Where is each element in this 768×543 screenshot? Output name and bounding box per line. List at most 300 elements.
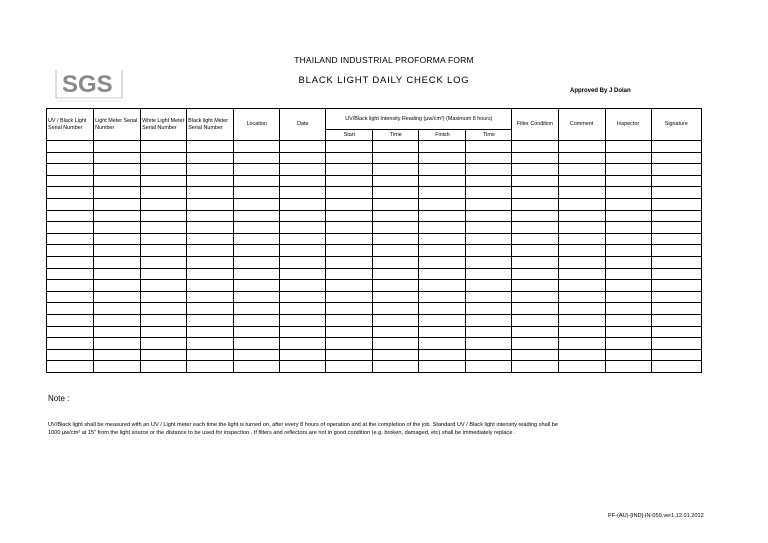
table-cell[interactable] <box>605 361 651 373</box>
table-row <box>47 152 702 164</box>
table-cell[interactable] <box>466 291 512 303</box>
table-cell[interactable] <box>605 152 651 164</box>
table-cell[interactable] <box>419 175 466 187</box>
table-cell[interactable] <box>47 198 94 210</box>
table-cell[interactable] <box>234 280 280 292</box>
table-cell[interactable] <box>187 256 234 268</box>
table-cell[interactable] <box>326 314 373 326</box>
table-cell[interactable] <box>47 222 94 234</box>
table-cell[interactable] <box>280 280 326 292</box>
table-cell[interactable] <box>466 187 512 199</box>
table-cell[interactable] <box>187 187 234 199</box>
table-cell[interactable] <box>373 291 419 303</box>
table-cell[interactable] <box>326 222 373 234</box>
table-cell[interactable] <box>280 141 326 153</box>
table-cell[interactable] <box>558 198 605 210</box>
table-cell[interactable] <box>558 175 605 187</box>
table-cell[interactable] <box>373 349 419 361</box>
table-cell[interactable] <box>419 245 466 257</box>
table-cell[interactable] <box>512 210 558 222</box>
table-cell[interactable] <box>280 303 326 315</box>
table-cell[interactable] <box>47 303 94 315</box>
table-cell[interactable] <box>466 256 512 268</box>
table-cell[interactable] <box>651 210 701 222</box>
table-cell[interactable] <box>280 338 326 350</box>
subcol-start-time: Time <box>373 130 419 141</box>
table-row <box>47 245 702 257</box>
table-cell[interactable] <box>280 326 326 338</box>
table-cell[interactable] <box>373 245 419 257</box>
table-cell[interactable] <box>651 280 701 292</box>
table-cell[interactable] <box>187 152 234 164</box>
table-cell[interactable] <box>558 256 605 268</box>
table-cell[interactable] <box>326 326 373 338</box>
table-cell[interactable] <box>419 303 466 315</box>
table-cell[interactable] <box>373 222 419 234</box>
table-cell[interactable] <box>373 326 419 338</box>
table-cell[interactable] <box>651 141 701 153</box>
table-cell[interactable] <box>419 222 466 234</box>
table-cell[interactable] <box>373 164 419 176</box>
table-cell[interactable] <box>234 291 280 303</box>
table-cell[interactable] <box>605 326 651 338</box>
table-cell[interactable] <box>141 256 187 268</box>
table-cell[interactable] <box>141 152 187 164</box>
table-cell[interactable] <box>558 338 605 350</box>
table-cell[interactable] <box>373 338 419 350</box>
table-cell[interactable] <box>466 326 512 338</box>
table-cell[interactable] <box>651 222 701 234</box>
table-cell[interactable] <box>466 338 512 350</box>
table-cell[interactable] <box>512 256 558 268</box>
table-cell[interactable] <box>94 222 141 234</box>
table-cell[interactable] <box>94 233 141 245</box>
table-cell[interactable] <box>47 256 94 268</box>
table-cell[interactable] <box>326 361 373 373</box>
table-cell[interactable] <box>373 314 419 326</box>
table-cell[interactable] <box>651 198 701 210</box>
table-cell[interactable] <box>94 361 141 373</box>
table-cell[interactable] <box>605 233 651 245</box>
table-cell[interactable] <box>558 280 605 292</box>
table-cell[interactable] <box>605 349 651 361</box>
table-cell[interactable] <box>558 222 605 234</box>
table-cell[interactable] <box>94 303 141 315</box>
table-cell[interactable] <box>187 222 234 234</box>
table-cell[interactable] <box>234 256 280 268</box>
table-cell[interactable] <box>326 245 373 257</box>
table-cell[interactable] <box>141 210 187 222</box>
table-row <box>47 303 702 315</box>
table-cell[interactable] <box>558 164 605 176</box>
table-cell[interactable] <box>141 280 187 292</box>
table-cell[interactable] <box>280 198 326 210</box>
table-cell[interactable] <box>280 210 326 222</box>
table-cell[interactable] <box>234 349 280 361</box>
table-cell[interactable] <box>280 291 326 303</box>
table-cell[interactable] <box>47 349 94 361</box>
table-cell[interactable] <box>651 326 701 338</box>
table-cell[interactable] <box>234 314 280 326</box>
col-location: Location <box>234 109 280 141</box>
table-cell[interactable] <box>326 152 373 164</box>
table-cell[interactable] <box>94 349 141 361</box>
table-cell[interactable] <box>373 361 419 373</box>
table-cell[interactable] <box>651 233 701 245</box>
table-cell[interactable] <box>187 280 234 292</box>
table-cell[interactable] <box>373 303 419 315</box>
table-cell[interactable] <box>326 349 373 361</box>
table-cell[interactable] <box>234 338 280 350</box>
table-cell[interactable] <box>512 291 558 303</box>
table-cell[interactable] <box>94 314 141 326</box>
table-row <box>47 198 702 210</box>
table-cell[interactable] <box>141 222 187 234</box>
table-cell[interactable] <box>419 314 466 326</box>
table-cell[interactable] <box>512 280 558 292</box>
table-cell[interactable] <box>605 222 651 234</box>
table-cell[interactable] <box>466 245 512 257</box>
table-cell[interactable] <box>94 175 141 187</box>
table-cell[interactable] <box>47 141 94 153</box>
table-cell[interactable] <box>141 198 187 210</box>
table-cell[interactable] <box>141 268 187 280</box>
table-cell[interactable] <box>605 314 651 326</box>
table-cell[interactable] <box>605 141 651 153</box>
table-cell[interactable] <box>651 164 701 176</box>
table-cell[interactable] <box>466 233 512 245</box>
table-cell[interactable] <box>326 175 373 187</box>
table-cell[interactable] <box>47 326 94 338</box>
table-cell[interactable] <box>558 361 605 373</box>
table-cell[interactable] <box>651 256 701 268</box>
table-cell[interactable] <box>419 268 466 280</box>
table-cell[interactable] <box>280 256 326 268</box>
table-cell[interactable] <box>466 314 512 326</box>
table-cell[interactable] <box>94 152 141 164</box>
table-row <box>47 175 702 187</box>
table-cell[interactable] <box>187 245 234 257</box>
table-cell[interactable] <box>419 141 466 153</box>
table-cell[interactable] <box>558 152 605 164</box>
table-cell[interactable] <box>419 338 466 350</box>
table-cell[interactable] <box>512 245 558 257</box>
table-cell[interactable] <box>419 198 466 210</box>
table-cell[interactable] <box>47 361 94 373</box>
table-cell[interactable] <box>94 256 141 268</box>
table-cell[interactable] <box>512 187 558 199</box>
table-cell[interactable] <box>512 198 558 210</box>
table-cell[interactable] <box>94 210 141 222</box>
table-cell[interactable] <box>326 164 373 176</box>
table-cell[interactable] <box>280 222 326 234</box>
table-cell[interactable] <box>605 256 651 268</box>
table-cell[interactable] <box>141 361 187 373</box>
table-cell[interactable] <box>234 187 280 199</box>
table-cell[interactable] <box>466 198 512 210</box>
table-cell[interactable] <box>141 245 187 257</box>
table-cell[interactable] <box>558 303 605 315</box>
table-cell[interactable] <box>94 141 141 153</box>
table-cell[interactable] <box>605 175 651 187</box>
table-cell[interactable] <box>141 349 187 361</box>
col-filter-condition: Filter Condition <box>512 109 558 141</box>
table-row <box>47 141 702 153</box>
table-cell[interactable] <box>373 268 419 280</box>
table-cell[interactable] <box>234 141 280 153</box>
table-cell[interactable] <box>373 210 419 222</box>
header-row <box>47 109 702 130</box>
table-cell[interactable] <box>187 338 234 350</box>
table-cell[interactable] <box>651 152 701 164</box>
table-cell[interactable] <box>94 268 141 280</box>
table-cell[interactable] <box>512 233 558 245</box>
table-cell[interactable] <box>605 338 651 350</box>
table-cell[interactable] <box>605 245 651 257</box>
table-cell[interactable] <box>187 141 234 153</box>
table-cell[interactable] <box>558 291 605 303</box>
table-cell[interactable] <box>141 303 187 315</box>
table-cell[interactable] <box>141 291 187 303</box>
table-cell[interactable] <box>141 187 187 199</box>
table-cell[interactable] <box>234 268 280 280</box>
table-cell[interactable] <box>326 338 373 350</box>
table-cell[interactable] <box>419 291 466 303</box>
table-cell[interactable] <box>280 175 326 187</box>
table-cell[interactable] <box>234 326 280 338</box>
table-cell[interactable] <box>558 349 605 361</box>
table-cell[interactable] <box>651 314 701 326</box>
table-cell[interactable] <box>141 326 187 338</box>
table-row <box>47 233 702 245</box>
table-cell[interactable] <box>187 349 234 361</box>
table-cell[interactable] <box>47 233 94 245</box>
table-cell[interactable] <box>280 314 326 326</box>
table-cell[interactable] <box>558 268 605 280</box>
table-cell[interactable] <box>651 291 701 303</box>
subcol-finish-time: Time <box>466 130 512 141</box>
table-cell[interactable] <box>187 361 234 373</box>
table-cell[interactable] <box>47 314 94 326</box>
table-cell[interactable] <box>558 187 605 199</box>
col-comment: Comment <box>558 109 605 141</box>
table-cell[interactable] <box>558 245 605 257</box>
table-cell[interactable] <box>558 326 605 338</box>
table-cell[interactable] <box>512 303 558 315</box>
table-cell[interactable] <box>326 256 373 268</box>
table-cell[interactable] <box>466 210 512 222</box>
table-cell[interactable] <box>326 187 373 199</box>
table-cell[interactable] <box>651 175 701 187</box>
table-cell[interactable] <box>651 338 701 350</box>
table-cell[interactable] <box>187 164 234 176</box>
table-cell[interactable] <box>651 268 701 280</box>
table-cell[interactable] <box>466 349 512 361</box>
table-cell[interactable] <box>280 268 326 280</box>
table-cell[interactable] <box>94 245 141 257</box>
table-cell[interactable] <box>280 233 326 245</box>
table-cell[interactable] <box>234 152 280 164</box>
table-cell[interactable] <box>326 210 373 222</box>
table-cell[interactable] <box>280 164 326 176</box>
table-cell[interactable] <box>651 349 701 361</box>
table-cell[interactable] <box>512 361 558 373</box>
table-cell[interactable] <box>419 233 466 245</box>
table-cell[interactable] <box>326 198 373 210</box>
table-cell[interactable] <box>466 268 512 280</box>
table-cell[interactable] <box>512 326 558 338</box>
table-cell[interactable] <box>558 314 605 326</box>
table-cell[interactable] <box>605 210 651 222</box>
table-cell[interactable] <box>94 280 141 292</box>
table-cell[interactable] <box>141 141 187 153</box>
table-cell[interactable] <box>47 210 94 222</box>
table-cell[interactable] <box>373 141 419 153</box>
table-cell[interactable] <box>326 141 373 153</box>
table-cell[interactable] <box>651 361 701 373</box>
table-row <box>47 361 702 373</box>
table-cell[interactable] <box>466 152 512 164</box>
table-cell[interactable] <box>141 338 187 350</box>
table-cell[interactable] <box>47 338 94 350</box>
table-cell[interactable] <box>419 210 466 222</box>
table-cell[interactable] <box>187 291 234 303</box>
table-cell[interactable] <box>280 187 326 199</box>
table-cell[interactable] <box>512 349 558 361</box>
table-cell[interactable] <box>466 303 512 315</box>
table-cell[interactable] <box>605 164 651 176</box>
table-cell[interactable] <box>466 222 512 234</box>
table-cell[interactable] <box>94 198 141 210</box>
table-cell[interactable] <box>47 152 94 164</box>
table-cell[interactable] <box>605 198 651 210</box>
table-cell[interactable] <box>558 210 605 222</box>
table-cell[interactable] <box>187 303 234 315</box>
table-cell[interactable] <box>605 280 651 292</box>
table-cell[interactable] <box>419 349 466 361</box>
table-cell[interactable] <box>187 233 234 245</box>
table-row <box>47 210 702 222</box>
table-cell[interactable] <box>651 303 701 315</box>
table-cell[interactable] <box>558 233 605 245</box>
table-cell[interactable] <box>326 303 373 315</box>
table-row <box>47 291 702 303</box>
table-cell[interactable] <box>141 175 187 187</box>
table-cell[interactable] <box>234 222 280 234</box>
table-cell[interactable] <box>651 245 701 257</box>
table-cell[interactable] <box>651 187 701 199</box>
table-cell[interactable] <box>605 303 651 315</box>
table-cell[interactable] <box>605 291 651 303</box>
table-cell[interactable] <box>234 198 280 210</box>
table-cell[interactable] <box>419 164 466 176</box>
table-cell[interactable] <box>605 187 651 199</box>
table-cell[interactable] <box>326 280 373 292</box>
table-cell[interactable] <box>512 314 558 326</box>
table-cell[interactable] <box>512 152 558 164</box>
table-row <box>47 256 702 268</box>
table-cell[interactable] <box>187 175 234 187</box>
table-cell[interactable] <box>512 268 558 280</box>
table-cell[interactable] <box>187 198 234 210</box>
table-cell[interactable] <box>47 291 94 303</box>
table-cell[interactable] <box>466 361 512 373</box>
table-cell[interactable] <box>47 280 94 292</box>
table-cell[interactable] <box>512 175 558 187</box>
table-cell[interactable] <box>326 291 373 303</box>
table-cell[interactable] <box>280 245 326 257</box>
table-cell[interactable] <box>419 361 466 373</box>
sgs-logo-text: SGS <box>62 71 113 98</box>
table-cell[interactable] <box>558 141 605 153</box>
table-cell[interactable] <box>373 233 419 245</box>
table-cell[interactable] <box>234 361 280 373</box>
table-cell[interactable] <box>47 187 94 199</box>
table-cell[interactable] <box>373 256 419 268</box>
table-cell[interactable] <box>187 210 234 222</box>
table-cell[interactable] <box>141 164 187 176</box>
table-cell[interactable] <box>373 198 419 210</box>
table-cell[interactable] <box>373 280 419 292</box>
table-cell[interactable] <box>94 164 141 176</box>
table-cell[interactable] <box>187 326 234 338</box>
table-cell[interactable] <box>326 268 373 280</box>
table-cell[interactable] <box>466 280 512 292</box>
table-cell[interactable] <box>280 349 326 361</box>
table-cell[interactable] <box>94 291 141 303</box>
col-black-light-meter-serial: Black light Meter Serial Number <box>187 109 234 141</box>
table-cell[interactable] <box>187 314 234 326</box>
table-cell[interactable] <box>373 152 419 164</box>
table-cell[interactable] <box>141 233 187 245</box>
table-cell[interactable] <box>419 187 466 199</box>
table-cell[interactable] <box>466 141 512 153</box>
table-cell[interactable] <box>419 256 466 268</box>
table-cell[interactable] <box>234 303 280 315</box>
table-cell[interactable] <box>512 164 558 176</box>
table-cell[interactable] <box>466 164 512 176</box>
table-cell[interactable] <box>47 245 94 257</box>
table-cell[interactable] <box>234 245 280 257</box>
table-cell[interactable] <box>94 326 141 338</box>
table-cell[interactable] <box>234 233 280 245</box>
table-cell[interactable] <box>419 326 466 338</box>
table-cell[interactable] <box>280 361 326 373</box>
table-cell[interactable] <box>234 210 280 222</box>
table-cell[interactable] <box>47 164 94 176</box>
table-cell[interactable] <box>512 222 558 234</box>
table-cell[interactable] <box>512 141 558 153</box>
table-cell[interactable] <box>419 152 466 164</box>
table-cell[interactable] <box>234 175 280 187</box>
table-cell[interactable] <box>141 314 187 326</box>
table-cell[interactable] <box>373 175 419 187</box>
table-cell[interactable] <box>466 175 512 187</box>
table-cell[interactable] <box>419 280 466 292</box>
table-cell[interactable] <box>512 338 558 350</box>
table-cell[interactable] <box>605 268 651 280</box>
table-cell[interactable] <box>47 175 94 187</box>
table-cell[interactable] <box>373 187 419 199</box>
table-cell[interactable] <box>326 233 373 245</box>
table-cell[interactable] <box>47 268 94 280</box>
table-cell[interactable] <box>187 268 234 280</box>
table-cell[interactable] <box>234 164 280 176</box>
table-cell[interactable] <box>94 187 141 199</box>
table-cell[interactable] <box>280 152 326 164</box>
table-cell[interactable] <box>94 338 141 350</box>
col-intensity-reading: UV/Black light Intensity Reading (µw/cm²) (Maximum 8 hours) <box>326 109 512 130</box>
